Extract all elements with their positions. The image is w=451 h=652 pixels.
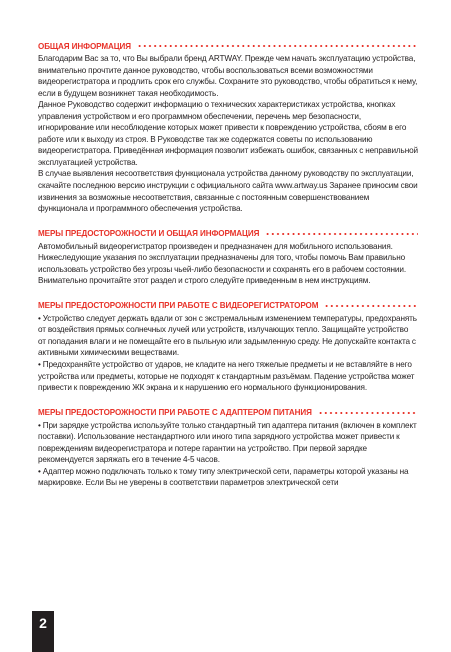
bullet-paragraph: • Адаптер можно подключать только к тому типу электрической сети, параметры которой указаны на маркировке. Если Вы не уверены в соответствии параметров электрической сети (38, 466, 409, 488)
section-spacer (38, 215, 418, 228)
section-title: МЕРЫ ПРЕДОСТОРОЖНОСТИ ПРИ РАБОТЕ С АДАПТЕРОМ ПИТАНИЯ (38, 408, 312, 418)
section-title: ОБЩАЯ ИНФОРМАЦИЯ (38, 41, 131, 51)
paragraph: Автомобильный видеорегистратор произведен и предназначен для мобильного использования. Нижеследующие указания по эксплуатации предназначены для того, чтобы помочь Вам правильно использовать устройство без угрозы чьей-либо безопасности и сохранять его в рабочем состоянии. (38, 241, 406, 274)
page-number: 2 (39, 615, 47, 631)
section-title: МЕРЫ ПРЕДОСТОРОЖНОСТИ И ОБЩАЯ ИНФОРМАЦИЯ (38, 229, 260, 239)
dotted-rule (324, 305, 418, 307)
manual-page-content (38, 40, 418, 489)
paragraph: Данное Руководство содержит информацию о технических характеристиках устройства, кнопках управления устройством и его программном обеспечении, перечень мер безопасности, игнорирование или несоблюдение которых может привести к повреждению устройства, сбоям в его работе или к выходу из строя. В Руководстве так же содержатся советы по использованию видеорегистратора. Приведённая информация позволит избежать ошибок, связанных с неправильной эксплуатацией устройства. (38, 100, 418, 167)
section-precautions-general (38, 228, 418, 287)
bullet-paragraph: • Предохраняйте устройство от ударов, не кладите на него тяжелые предметы и не вставляйте в него устройства или предметы, которые не подходят к стандартным разъёмам. Падение устройства может привести к повреждению ЖК экрана и к нарушению его нормального функционирования. (38, 360, 415, 393)
section-precautions-recorder (38, 300, 418, 394)
section-heading-row (38, 300, 418, 312)
section-heading-row (38, 228, 418, 240)
section-spacer (38, 394, 418, 407)
section-heading-row (38, 40, 418, 52)
section-title: МЕРЫ ПРЕДОСТОРОЖНОСТИ ПРИ РАБОТЕ С ВИДЕОРЕГИСТРАТОРОМ (38, 301, 319, 311)
section-general-info (38, 40, 418, 215)
section-precautions-adapter (38, 407, 418, 489)
page-number-tab (32, 611, 54, 652)
paragraph: Благодарим Вас за то, что Вы выбрали бренд ARTWAY. Прежде чем начать эксплуатацию устройства, внимательно прочтите данное руководство, чтобы воспользоваться всеми возможностями видеорегистратора и продлить срок его службы. Сохраните это руководство, чтобы обратиться к нему, если в будущем возникнет такая необходимость. (38, 54, 418, 98)
dotted-rule (137, 45, 418, 47)
dotted-rule (265, 233, 418, 235)
section-spacer (38, 287, 418, 300)
paragraph: В случае выявления несоответствия функционала устройства данному руководству по эксплуатации, скачайте последнюю версию инструкции с официального сайта www.artway.us Заранее приносим свои извинения за возможные несоответствия, связанные с постоянным совершенствованием функционала и программного обеспечения устройства. (38, 169, 418, 214)
bullet-paragraph: • При зарядке устройства используйте только стандартный тип адаптера питания (включен в комплект поставки). Использование нестандартного или иного типа зарядного устройства может привести к повреждениям видеорегистратора и потере гарантии на устройство. При первой зарядке рекомендуется заряжать его в течение 4-5 часов. (38, 420, 417, 465)
paragraph: Внимательно прочитайте этот раздел и строго следуйте приведенным в нем инструкциям. (38, 276, 371, 286)
section-heading-row (38, 407, 418, 419)
bullet-paragraph: • Устройство следует держать вдали от зон с экстремальным изменением температуры, предохранять от воздействия прямых солнечных лучей или устройств, излучающих тепло. Защищайте устройство от попадания влаги и не помещайте его в пыльную или задымленную среду. Не допускайте контакта с активными химическими веществами. (38, 313, 417, 358)
dotted-rule (318, 412, 418, 414)
